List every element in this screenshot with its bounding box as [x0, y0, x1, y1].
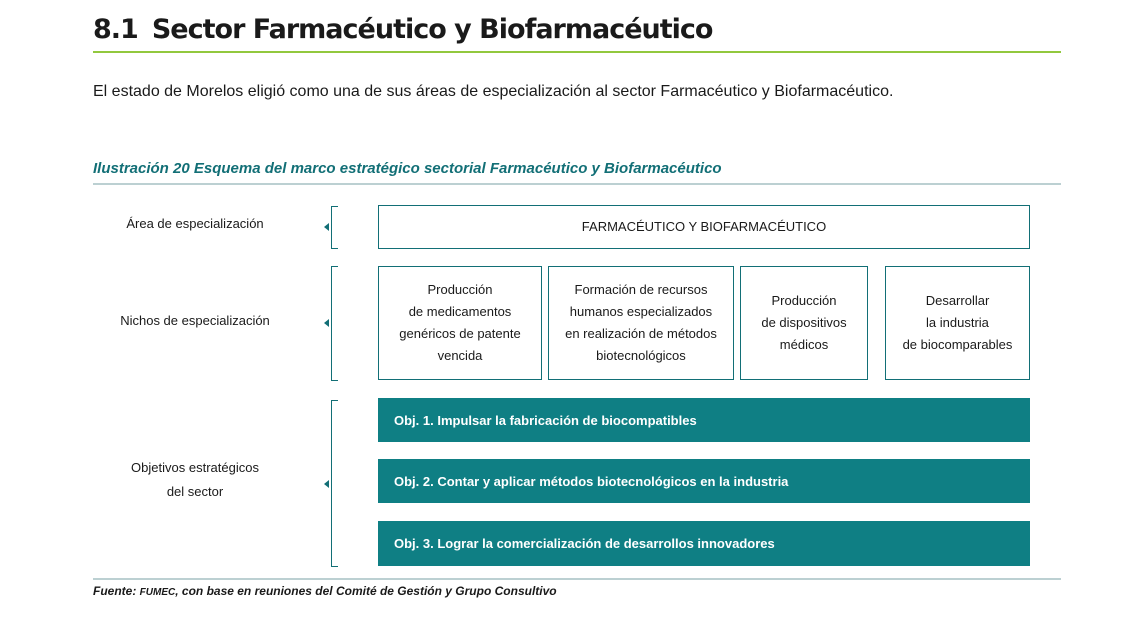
objective-bar: Obj. 3. Lograr la comercialización de desarrollos innovadores	[378, 521, 1030, 566]
heading-divider	[93, 51, 1061, 53]
row-label-objetivos	[90, 456, 300, 504]
section-title: Sector Farmacéutico y Biofarmacéutico	[151, 14, 713, 45]
niche-box	[740, 266, 868, 380]
niche-line: de biocomparables	[902, 337, 1013, 352]
niche-line: Desarrollar	[925, 293, 990, 308]
row-label-objetivos-line1: Objetivos estratégicos	[131, 460, 259, 475]
arrow-left-icon	[324, 319, 329, 327]
bracket-nichos	[331, 266, 338, 381]
source-divider	[93, 578, 1061, 580]
arrow-left-icon	[324, 480, 329, 488]
row-label-objetivos-line2: del sector	[166, 484, 224, 499]
bracket-area	[331, 206, 338, 249]
niche-line: en realización de métodos	[565, 326, 717, 341]
niche-box	[885, 266, 1030, 380]
caption-divider	[93, 183, 1061, 185]
niche-line: Producción	[427, 282, 493, 297]
intro-paragraph: El estado de Morelos eligió como una de sus áreas de especialización al sector Farmacéutico y Biofarmacéutico.	[93, 83, 894, 100]
niche-line: médicos	[779, 337, 829, 352]
niche-line: de medicamentos	[408, 304, 512, 319]
objective-bar: Obj. 2. Contar y aplicar métodos biotecnológicos en la industria	[378, 459, 1030, 503]
source-note	[93, 584, 557, 598]
niche-line: genéricos de patente	[399, 326, 521, 341]
niche-line: de dispositivos	[761, 315, 847, 330]
row-label-area: Área de especialización	[126, 216, 264, 231]
source-rest: , con base en reuniones del Comité de Gestión y Grupo Consultivo	[175, 584, 557, 598]
area-box: FARMACÉUTICO Y BIOFARMACÉUTICO	[378, 205, 1030, 249]
row-label-nichos: Nichos de especialización	[120, 313, 270, 328]
objective-bar: Obj. 1. Impulsar la fabricación de biocompatibles	[378, 398, 1030, 442]
section-heading	[93, 14, 712, 45]
niche-line: Formación de recursos	[574, 282, 708, 297]
section-number: 8.1	[93, 14, 138, 45]
niche-box	[548, 266, 734, 380]
niche-line: la industria	[926, 315, 989, 330]
bracket-objetivos	[331, 400, 338, 567]
source-org: FUMEC	[139, 587, 176, 598]
arrow-left-icon	[324, 223, 329, 231]
niche-line: Producción	[771, 293, 837, 308]
niche-line: vencida	[437, 348, 483, 363]
niche-line: biotecnológicos	[596, 348, 686, 363]
figure-caption: Ilustración 20 Esquema del marco estratégico sectorial Farmacéutico y Biofarmacéutico	[93, 160, 722, 177]
niche-box	[378, 266, 542, 380]
source-prefix: Fuente:	[93, 584, 140, 598]
niche-line: humanos especializados	[569, 304, 713, 319]
